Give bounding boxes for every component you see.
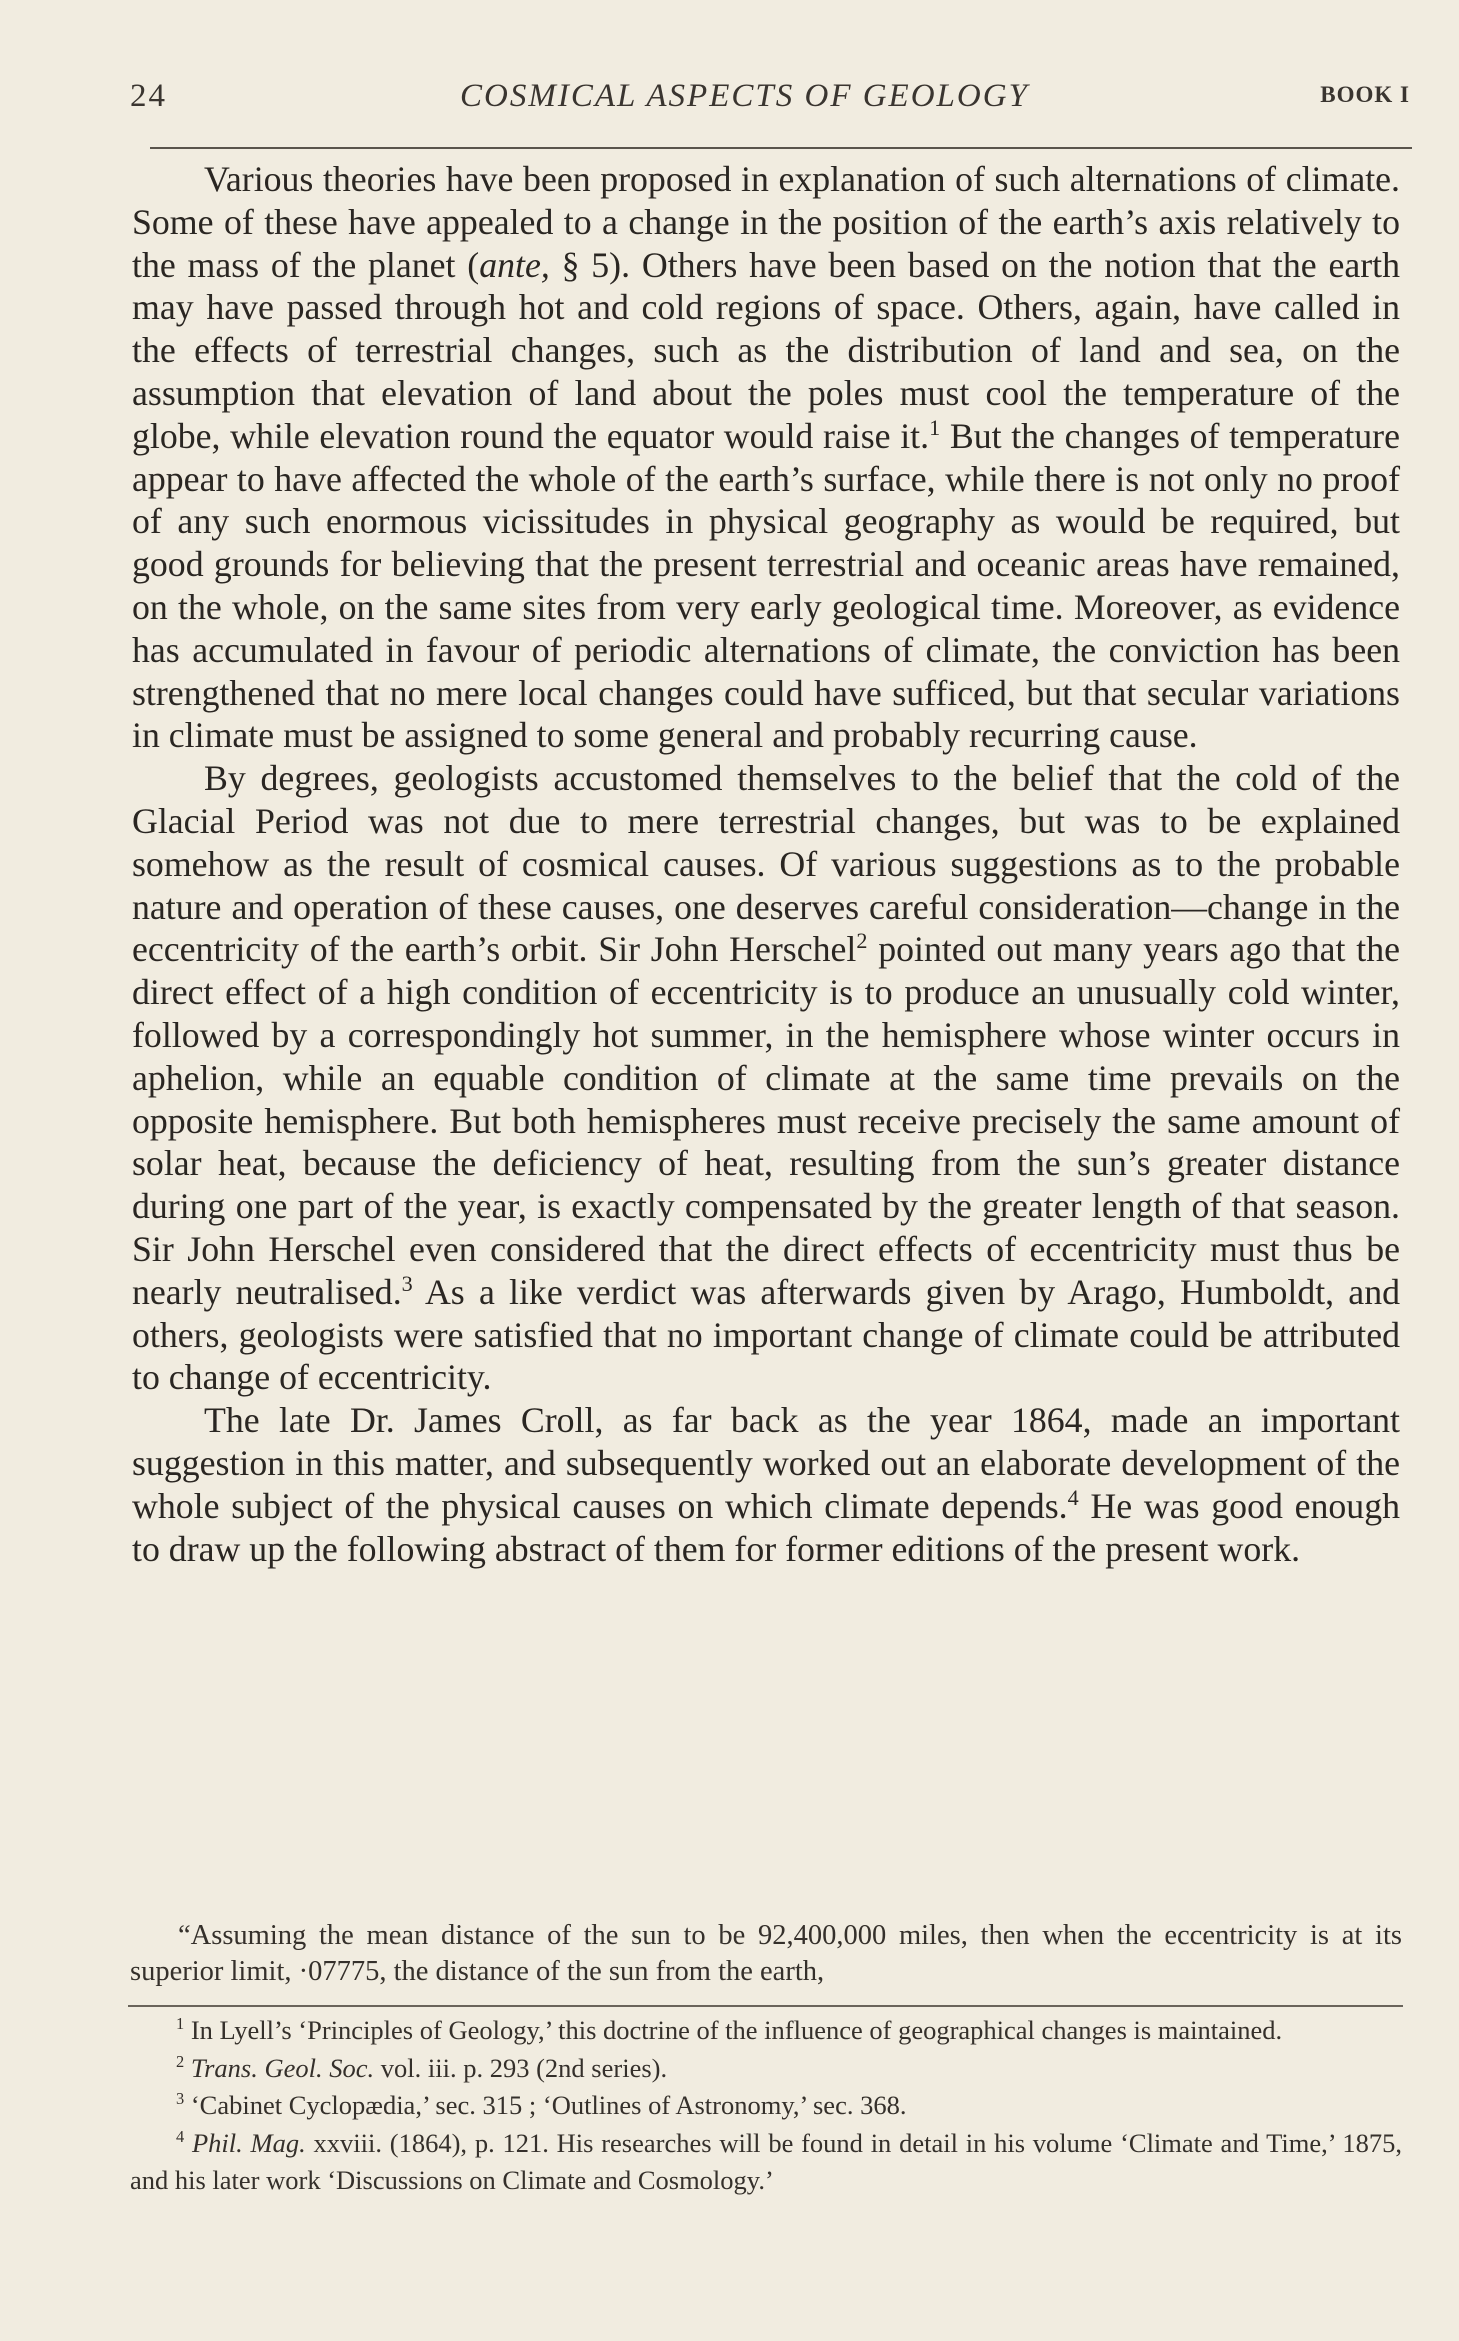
- footnote-3: [130, 2087, 1402, 2125]
- header-rule: [150, 147, 1412, 149]
- footnote-text: vol. iii. p. 293 (2nd series).: [374, 2052, 668, 2083]
- paragraph-theories: [132, 158, 1400, 757]
- main-text: [132, 158, 1400, 1570]
- running-header: [130, 78, 1410, 128]
- block-quote: “Assuming the mean distance of the sun to be 92,400,000 miles, then when the eccentricity is at its superior limit, ·07775, the distance of the sun from the earth,: [130, 1920, 1402, 1987]
- book-label: BOOK I: [1320, 82, 1410, 107]
- footnote-ref-1: 1: [929, 414, 941, 440]
- paragraph-text: Various theories have been proposed in explanation of such alternations of climate. Some of these have appealed to a change in the position of the earth’s axis relatively to the mass of the planet (: [132, 159, 1400, 285]
- footnote-ref-3: 3: [401, 1270, 413, 1296]
- footnote-marker: 2: [176, 2051, 185, 2071]
- paragraph-text: As a like verdict was afterwards given by Arago, Humboldt, and others, geologists were satisfied that no important change of climate could be attributed to change of eccentricity.: [132, 1271, 1400, 1398]
- footnote-ref-2: 2: [856, 928, 868, 954]
- ante-reference: ante,: [479, 244, 550, 285]
- page-number: 24: [130, 78, 167, 114]
- footnote-text: xxviii. (1864), p. 121. His researches will be found in detail in his volume ‘Climate and Time,’ 1875, and his later work ‘Discussions on Climate and Cosmology.’: [130, 2127, 1402, 2195]
- paragraph-text: But the changes of temperature appear to have affected the whole of the earth’s surface, while there is not only no proof of any such enormous vicissitudes in physical geography as would be required, but good grounds for believing that the present terrestrial and oceanic areas have remained, on the whole, on the same sites from very early geological time. Moreover, as evidence has accumulated in favour of periodic alternations of climate, the conviction has been strengthened that no mere local changes could have sufficed, but that secular variations in climate must be assigned to some general and probably recurring cause.: [132, 415, 1400, 756]
- paragraph-croll: [132, 1399, 1400, 1570]
- paragraph-text: pointed out many years ago that the direct effect of a high condition of eccentricity is to produce an unusually cold winter, followed by a correspondingly hot summer, in the hemisphere whose winter occurs in aphelion, while an equable condition of climate at the same time prevails on the opposite hemisphere. But both hemispheres must receive precisely the same amount of solar heat, because the deficiency of heat, resulting from the sun’s greater distance during one part of the year, is exactly compensated by the greater length of that season. Sir John Herschel even considered that the direct effects of eccentricity must thus be nearly neutralised.: [132, 929, 1400, 1312]
- footnote-marker: 3: [176, 2089, 185, 2109]
- footnote-text: ‘Cabinet Cyclopædia,’ sec. 315 ; ‘Outlines of Astronomy,’ sec. 368.: [184, 2090, 907, 2120]
- paragraph-text: The late Dr. James Croll, as far back as the year 1864, made an important suggestion in this matter, and subsequently worked out an elaborate development of the whole subject of the physical causes on which climate depends.: [132, 1400, 1400, 1526]
- footnote-1: [130, 2012, 1402, 2050]
- paragraph-text: By degrees, geologists accustomed themselves to the belief that the cold of the Glacial Period was not due to mere terrestrial changes, but was to be explained somehow as the result of cosmical causes. Of various suggestions as to the probable nature and operation of these causes, one deserves careful consideration—change in the eccentricity of the earth’s orbit. Sir John Herschel: [132, 758, 1400, 970]
- footnote-2: [130, 2050, 1402, 2088]
- footnotes: [130, 2012, 1402, 2200]
- footnote-marker: 4: [176, 2126, 185, 2146]
- footnote-ref-4: 4: [1067, 1484, 1079, 1510]
- footnote-marker: 1: [176, 2014, 185, 2034]
- footnote-4: [130, 2125, 1402, 2200]
- footnote-title: Trans. Geol. Soc.: [190, 2052, 375, 2083]
- running-title: COSMICAL ASPECTS OF GEOLOGY: [460, 78, 1029, 114]
- footnote-rule: [128, 2005, 1403, 2007]
- paragraph-text: § 5). Others have been based on the notion that the earth may have passed through hot and cold regions of space. Others, again, have called in the effects of terrestrial changes, such as the distribution of land and sea, on the assumption that elevation of land about the poles must cool the temperature of the globe, while elevation round the equator would raise it.: [132, 244, 1400, 456]
- paragraph-text: He was good enough to draw up the following abstract of them for former editions of the present work.: [132, 1485, 1400, 1569]
- paragraph-eccentricity: [132, 757, 1400, 1399]
- footnote-text: In Lyell’s ‘Principles of Geology,’ this doctrine of the influence of geographical changes is maintained.: [184, 2015, 1283, 2045]
- footnote-title: Phil. Mag.: [192, 2127, 306, 2158]
